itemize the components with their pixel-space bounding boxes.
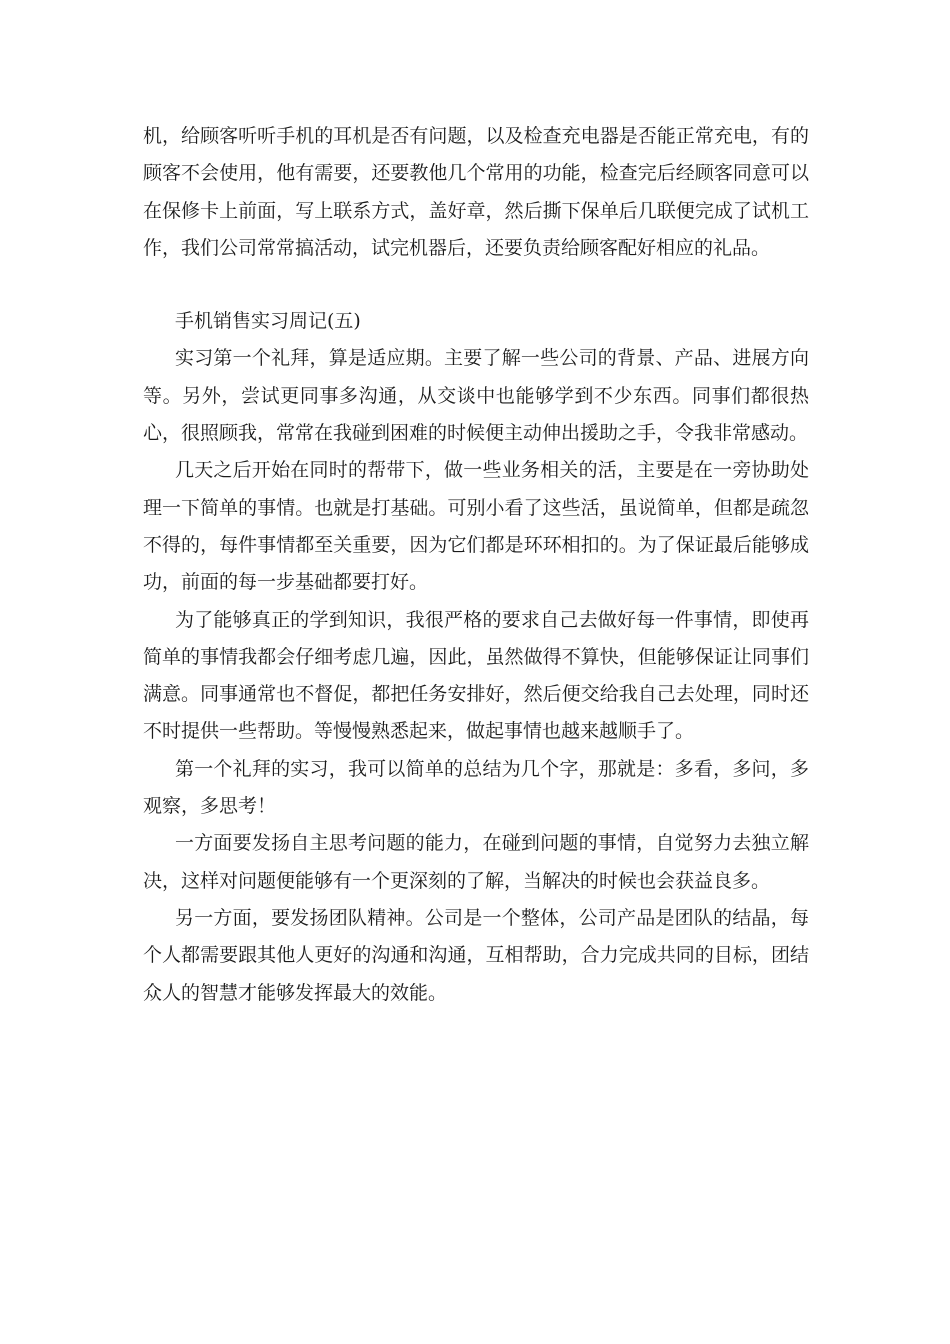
section-title: 手机销售实习周记(五) <box>175 310 361 333</box>
paragraph-gap <box>143 267 809 303</box>
body-paragraph: 第一个礼拜的实习，我可以简单的总结为几个字，那就是：多看，多问，多观察，多思考！ <box>143 757 809 818</box>
document-body <box>143 118 809 1012</box>
body-paragraph: 另一方面，要发扬团队精神。公司是一个整体，公司产品是团队的结晶，每个人都需要跟其他人更好的沟通和沟通，互相帮助，合力完成共同的目标，团结众人的智慧才能够发挥最大的效能。 <box>143 906 809 1004</box>
body-paragraph: 为了能够真正的学到知识，我很严格的要求自己去做好每一件事情，即使再简单的事情我都会仔细考虑几遍，因此，虽然做得不算快，但能够保证让同事们满意。同事通常也不督促，都把任务安排好，然后便交给我自己去处理，同时还不时提供一些帮助。等慢慢熟悉起来，做起事情也越来越顺手了。 <box>143 608 809 743</box>
body-paragraph: 一方面要发扬自主思考问题的能力，在碰到问题的事情，自觉努力去独立解决，这样对问题便能够有一个更深刻的了解，当解决的时候也会获益良多。 <box>143 832 809 892</box>
continuation-paragraph: 机，给顾客听听手机的耳机是否有问题，以及检查充电器是否能正常充电，有的顾客不会使用，他有需要，还要教他几个常用的功能，检查完后经顾客同意可以在保修卡上前面，写上联系方式，盖好章，然后撕下保单后几联便完成了试机工作，我们公司常常搞活动，试完机器后，还要负责给顾客配好相应的礼品。 <box>143 125 809 259</box>
body-paragraph: 几天之后开始在同时的帮带下，做一些业务相关的活，主要是在一旁协助处理一下简单的事情。也就是打基础。可别小看了这些活，虽说简单，但都是疏忽不得的，每件事情都至关重要，因为它们都是环环相扣的。为了保证最后能够成功，前面的每一步基础都要打好。 <box>143 459 809 594</box>
body-paragraph: 实习第一个礼拜，算是适应期。主要了解一些公司的背景、产品、进展方向等。另外，尝试更同事多沟通，从交谈中也能够学到不少东西。同事们都很热心，很照顾我，常常在我碰到困难的时候便主动伸出援助之手，令我非常感动。 <box>143 347 809 445</box>
